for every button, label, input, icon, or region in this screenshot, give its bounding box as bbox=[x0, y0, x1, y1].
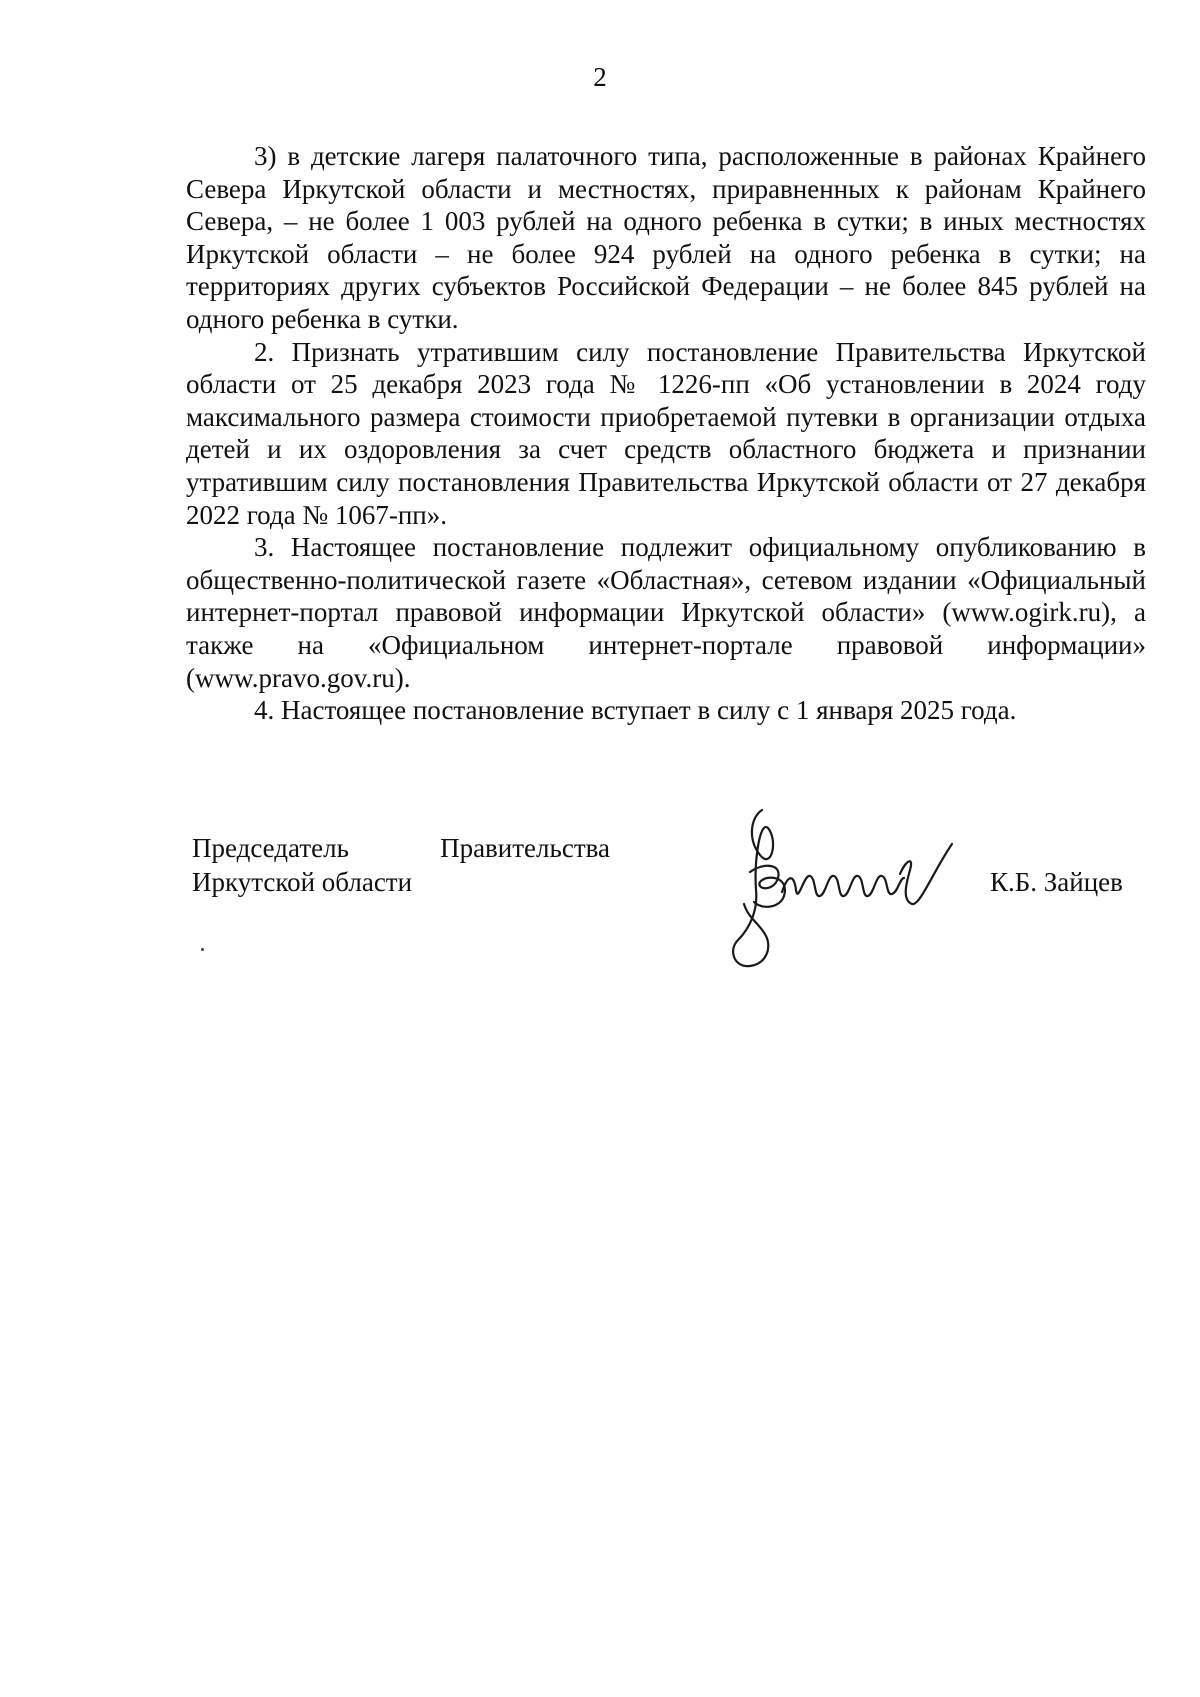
signatory-title-line-2: Иркутской области bbox=[192, 867, 413, 897]
document-body bbox=[186, 140, 1146, 727]
signatory-name: К.Б. Зайцев bbox=[990, 867, 1123, 897]
paragraph-item-3-tent-camps: 3) в детские лагеря палаточного типа, расположенные в районах Крайнего Севера Иркутской области и местностях, приравненных к районам Крайнего Севера, – не более 1 003 рублей на одного ребенка в сутки; в иных местностях Иркутской области – не более 924 рублей на одного ребенка в сутки; на территориях других субъектов Российской Федерации – не более 845 рублей на одного ребенка в сутки. bbox=[186, 141, 1146, 334]
signatory-title-line-1 bbox=[192, 832, 610, 864]
handwritten-signature-icon bbox=[720, 800, 970, 970]
scan-speck bbox=[201, 948, 204, 951]
paragraph-publication: 3. Настоящее постановление подлежит официальному опубликованию в общественно-политической газете «Областная», сетевом издании «Официальный интернет-портал правовой информации Иркутской области» (www.ogirk.ru), а также на «Официальном интернет-портале правовой информации» (www.pravo.gov.ru). bbox=[186, 532, 1146, 693]
signatory-title-word-1: Председатель bbox=[192, 833, 349, 863]
signatory-title-word-2: Правительства bbox=[440, 833, 610, 863]
page-number: 2 bbox=[593, 62, 607, 92]
paragraph-repeal-resolution: 2. Признать утратившим силу постановление Правительства Иркутской области от 25 декабря 2023 года № 1226-пп «Об установлении в 2024 году максимального размера стоимости приобретаемой путевки в организации отдыха детей и их оздоровления за счет средств областного бюджета и признании утратившим силу постановления Правительства Иркутской области от 27 декабря 2022 года № 1067-пп». bbox=[186, 336, 1146, 530]
paragraph-effective-date: 4. Настоящее постановление вступает в силу с 1 января 2025 года. bbox=[254, 695, 1017, 726]
